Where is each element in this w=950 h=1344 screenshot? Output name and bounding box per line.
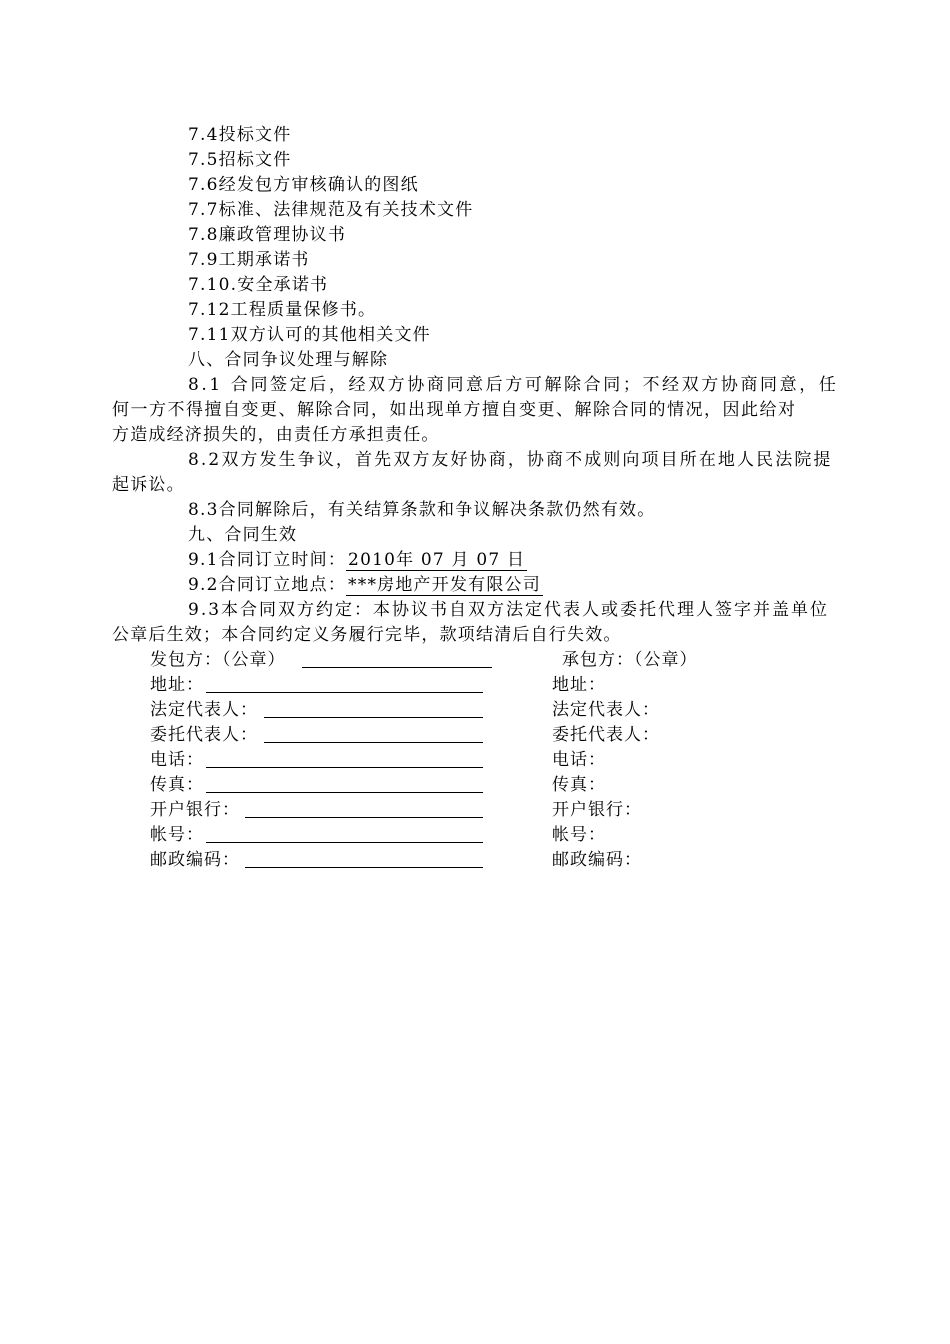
party-a-field-label: 帐号： — [150, 825, 204, 845]
party-b-field-label: 传真： — [552, 775, 606, 795]
party-b-field-label: 开户银行： — [552, 800, 642, 820]
section-heading: 九、合同生效 — [188, 525, 298, 545]
party-a-phone-line[interactable] — [206, 767, 483, 768]
paragraph-line: 9.3本合同双方约定：本协议书自双方法定代表人或委托代理人签字并盖单位 — [188, 600, 830, 620]
party-b-field-label: 电话： — [552, 750, 606, 770]
party-b-field-label: 地址： — [552, 675, 606, 695]
list-item: 7.9工期承诺书 — [188, 250, 310, 270]
paragraph-line: 8.1 合同签定后，经双方协商同意后方可解除合同；不经双方协商同意，任 — [188, 375, 839, 395]
paragraph-line: 方造成经济损失的，由责任方承担责任。 — [112, 425, 440, 445]
section-heading: 八、合同争议处理与解除 — [188, 350, 389, 370]
party-a-field-label: 委托代表人： — [150, 725, 258, 745]
party-a-agent-line[interactable] — [264, 742, 483, 743]
paragraph-line: 8.3合同解除后，有关结算条款和争议解决条款仍然有效。 — [188, 500, 656, 520]
place-label: 9.2合同订立地点： — [188, 575, 347, 595]
list-item: 7.11双方认可的其他相关文件 — [188, 325, 431, 345]
contract-time — [188, 548, 527, 572]
party-a-field-label: 地址： — [150, 675, 204, 695]
list-item: 7.7标准、法律规范及有关技术文件 — [188, 200, 474, 220]
list-item: 7.8廉政管理协议书 — [188, 225, 347, 245]
party-b-title: 承包方：（公章） — [562, 650, 698, 670]
party-b-field-label: 法定代表人： — [552, 700, 660, 720]
party-a-field-label: 法定代表人： — [150, 700, 258, 720]
party-a-title: 发包方：（公章） — [150, 650, 286, 670]
party-b-field-label: 帐号： — [552, 825, 606, 845]
list-item: 7.5招标文件 — [188, 150, 292, 170]
party-a-account-line[interactable] — [206, 842, 483, 843]
time-label: 9.1合同订立时间： — [188, 550, 347, 570]
party-a-field-label: 电话： — [150, 750, 204, 770]
party-a-legal-rep-line[interactable] — [264, 717, 483, 718]
time-value: 2010年 07 月 07 日 — [348, 550, 526, 570]
party-b-field-label: 委托代表人： — [552, 725, 660, 745]
paragraph-line: 公章后生效；本合同约定义务履行完毕，款项结清后自行失效。 — [112, 625, 622, 645]
party-a-address-line[interactable] — [206, 692, 483, 693]
party-a-field-label: 邮政编码： — [150, 850, 240, 870]
list-item: 7.6经发包方审核确认的图纸 — [188, 175, 419, 195]
paragraph-line: 何一方不得擅自变更、解除合同，如出现单方擅自变更、解除合同的情况，因此给对 — [112, 400, 797, 420]
list-item: 7.4投标文件 — [188, 125, 292, 145]
party-a-field-label: 开户银行： — [150, 800, 240, 820]
paragraph-line: 8.2双方发生争议，首先双方友好协商，协商不成则向项目所在地人民法院提 — [188, 450, 833, 470]
list-item: 7.10.安全承诺书 — [188, 275, 329, 295]
party-a-seal-line[interactable] — [302, 667, 492, 668]
party-a-bank-line[interactable] — [245, 817, 483, 818]
party-a-postcode-line[interactable] — [245, 867, 483, 868]
party-a-field-label: 传真： — [150, 775, 204, 795]
place-value: ***房地产开发有限公司 — [348, 575, 541, 595]
party-b-field-label: 邮政编码： — [552, 850, 642, 870]
paragraph-line: 起诉讼。 — [112, 475, 185, 495]
list-item: 7.12工程质量保修书。 — [188, 300, 377, 320]
contract-place — [188, 573, 543, 597]
party-a-fax-line[interactable] — [206, 792, 483, 793]
